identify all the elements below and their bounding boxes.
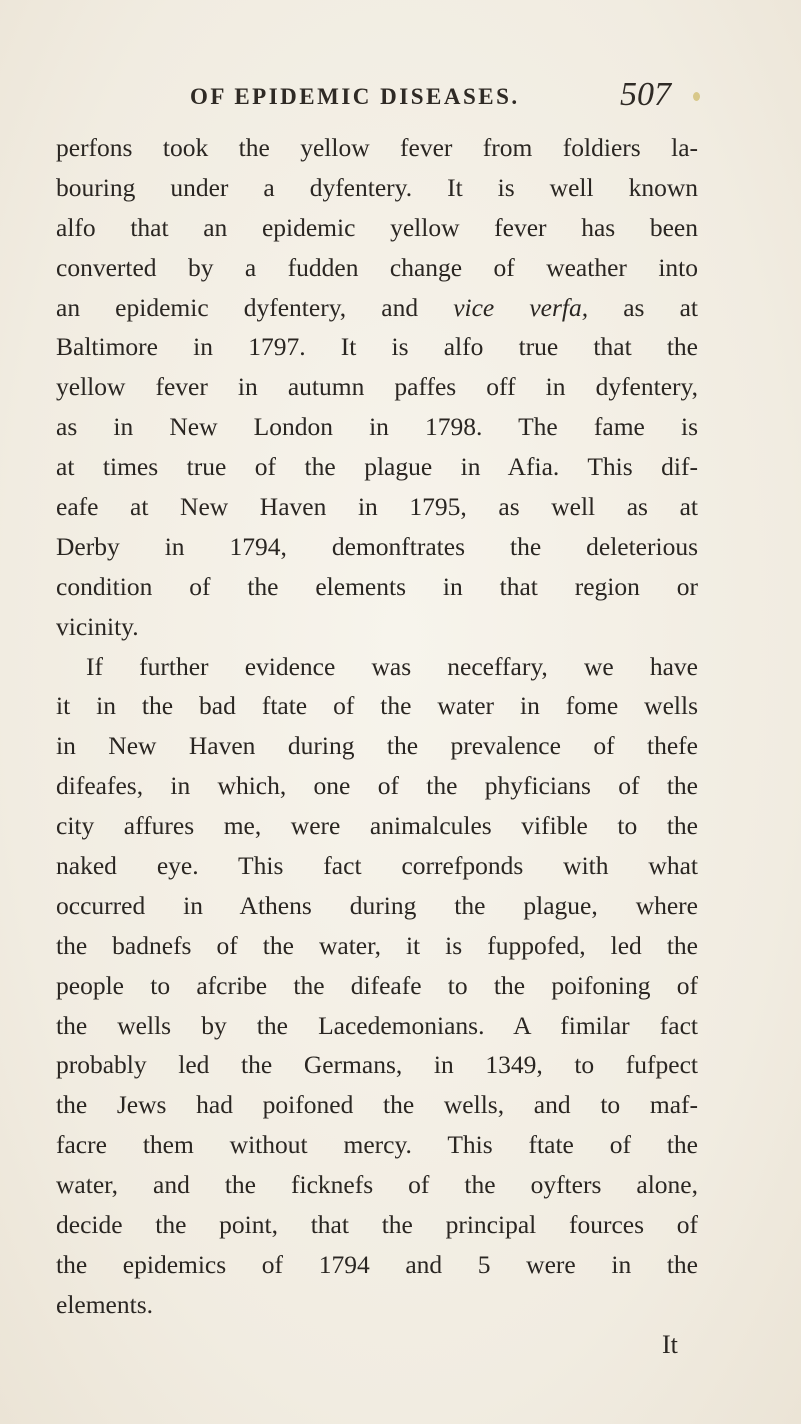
- text-line: city affures me, were animalcules vifible to the: [56, 811, 698, 841]
- text-segment: as at: [588, 292, 698, 322]
- text-line: occurred in Athens during the plague, where: [56, 890, 698, 920]
- text-line: as in New London in 1798. The fame is: [56, 412, 698, 442]
- text-line: Derby in 1794, demonftrates the deleterious: [56, 531, 698, 561]
- text-line: If further evidence was neceffary, we have: [86, 651, 698, 681]
- text-line: water, and the ficknefs of the oyfters alone,: [56, 1170, 698, 1200]
- text-line: elements.: [56, 1289, 154, 1319]
- text-line: decide the point, that the principal fources of: [56, 1210, 698, 1240]
- body-text: [56, 128, 698, 1325]
- text-line: in New Haven during the prevalence of thefe: [56, 731, 698, 761]
- text-line: probably led the Germans, in 1349, to fufpect: [56, 1050, 698, 1080]
- text-line: Baltimore in 1797. It is alfo true that the: [56, 332, 698, 362]
- text-line: at times true of the plague in Afia. This dif-: [56, 452, 698, 482]
- text-line: perfons took the yellow fever from foldiers la-: [56, 133, 698, 162]
- text-line: people to afcribe the difeafe to the poifoning of: [56, 970, 698, 1000]
- text-line: vicinity.: [56, 611, 139, 641]
- text-line: the epidemics of 1794 and 5 were in the: [56, 1249, 698, 1279]
- text-line: it in the bad ftate of the water in fome wells: [56, 691, 698, 721]
- text-line: bouring under a dyfentery. It is well known: [56, 172, 698, 202]
- text-line: eafe at New Haven in 1795, as well as at: [56, 492, 698, 522]
- ink-spot-mark: [693, 92, 700, 101]
- text-line: alfo that an epidemic yellow fever has been: [56, 212, 698, 242]
- catchword: It: [662, 1330, 678, 1359]
- text-line-mixed: [56, 288, 698, 328]
- running-title: OF EPIDEMIC DISEASES.: [190, 84, 520, 109]
- running-head: [0, 74, 801, 114]
- page-number: 507: [620, 76, 671, 113]
- text-line: converted by a fudden change of weather into: [56, 252, 698, 282]
- text-line: naked eye. This fact correfponds with what: [56, 851, 698, 881]
- text-line: condition of the elements in that region or: [56, 571, 698, 601]
- text-line: the wells by the Lacedemonians. A fimilar fact: [56, 1010, 698, 1040]
- text-line: the Jews had poifoned the wells, and to maf-: [56, 1090, 698, 1120]
- text-line: yellow fever in autumn paffes off in dyfentery,: [56, 372, 698, 402]
- text-segment: an epidemic dyfentery, and: [56, 292, 454, 322]
- text-line: facre them without mercy. This ftate of the: [56, 1130, 698, 1160]
- text-line: difeafes, in which, one of the phyficians of the: [56, 771, 698, 801]
- text-line: the badnefs of the water, it is fuppofed, led the: [56, 930, 698, 960]
- italic-phrase: vice verfa,: [453, 292, 589, 322]
